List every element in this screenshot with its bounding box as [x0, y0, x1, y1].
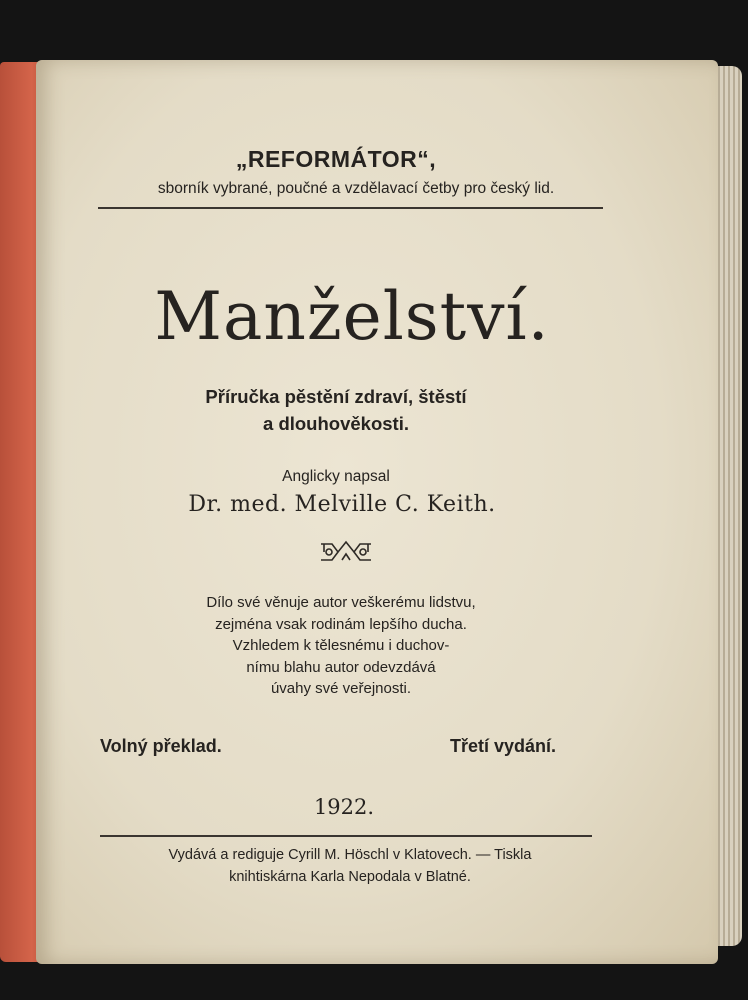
- dedication-line: úvahy své veřejnosti.: [270, 680, 412, 697]
- author-name: Dr. med. Melville C. Keith.: [188, 492, 496, 517]
- translation-note: Volný překlad.: [100, 736, 222, 756]
- title-page: [36, 60, 718, 964]
- dedication-line: Vzhledem k tělesnému i duchov-: [232, 637, 450, 654]
- book-subtitle-line: Příručka pěstění zdraví, štěstí: [205, 386, 467, 407]
- edition-label: Třetí vydání.: [450, 736, 557, 756]
- dedication-line: zejména vsak rodinám lepšího ducha.: [215, 615, 467, 633]
- dedication-line: nímu blahu autor odevzdává: [246, 658, 436, 676]
- top-rule: [98, 207, 603, 209]
- decorative-ornament-icon: [318, 538, 374, 566]
- dedication: [36, 592, 646, 700]
- series-title: „REFORMÁTOR“,: [235, 146, 437, 172]
- translated-by-label: Anglicky napsal: [282, 468, 390, 485]
- publication-year: 1922.: [313, 795, 375, 819]
- book-title: Manželství.: [154, 278, 550, 355]
- dedication-line: Dílo své věnuje autor veškerému lidstvu,: [206, 594, 476, 611]
- imprint-line: Vydává a rediguje Cyrill M. Höschl v Klatovech. — Tiskla: [168, 847, 532, 863]
- book-subtitle-line: a dlouhověkosti.: [263, 413, 409, 434]
- bottom-rule: [100, 835, 592, 837]
- series-subtitle: sborník vybrané, poučné a vzdělavací četby pro český lid.: [157, 180, 555, 197]
- imprint-line: knihtiskárna Karla Nepodala v Blatné.: [229, 869, 471, 885]
- imprint: [100, 844, 600, 888]
- book-subtitle: [36, 383, 636, 437]
